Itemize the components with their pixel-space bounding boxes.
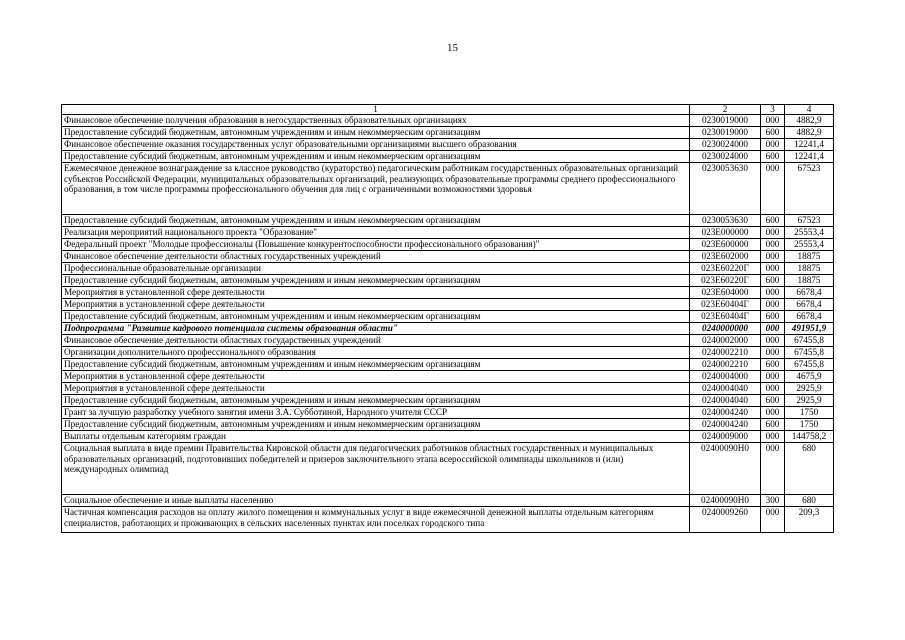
row-code-cell: 0230053630 [690, 215, 761, 227]
row-vid-cell: 600 [761, 359, 785, 371]
row-name-cell: Профессиональные образовательные организации [62, 263, 690, 275]
table-row [62, 371, 834, 383]
row-sum-cell: 4882,9 [785, 115, 834, 127]
row-name-cell: Мероприятия в установленной сфере деятельности [62, 287, 690, 299]
row-name-cell: Финансовое обеспечение деятельности областных государственных учреждений [62, 251, 690, 263]
row-code-cell: 0240009000 [690, 431, 761, 443]
table-row [62, 407, 834, 419]
row-name-cell: Предоставление субсидий бюджетным, автономным учреждениям и иным некоммерческим организациям [62, 275, 690, 287]
row-sum-cell: 144758,2 [785, 431, 834, 443]
row-name-cell: Финансовое обеспечение деятельности областных государственных учреждений [62, 335, 690, 347]
row-code-cell: 0240002210 [690, 347, 761, 359]
table-row [62, 251, 834, 263]
row-vid-cell: 600 [761, 275, 785, 287]
row-sum-cell: 680 [785, 443, 834, 495]
row-code-cell: 023E60220Г [690, 263, 761, 275]
row-sum-cell: 67455,8 [785, 335, 834, 347]
row-name-cell: Ежемесячное денежное вознаграждение за классное руководство (кураторство) педагогическим работникам государственных образовательных организаций субъектов Российской Федерации, муниципальных образовательных организаций, реализующих образовательные программы среднего профессионального образования, в том числе программы профессионального обучения для лиц с ограниченными возможностями здоровья [62, 163, 690, 215]
page-number: 15 [447, 42, 458, 54]
row-code-cell: 023E60404Г [690, 299, 761, 311]
row-code-cell: 0240000000 [690, 323, 761, 335]
header-col-1: 1 [62, 105, 690, 115]
table-row [62, 263, 834, 275]
row-name-cell: Предоставление субсидий бюджетным, автономным учреждениям и иным некоммерческим организациям [62, 215, 690, 227]
row-code-cell: 023E600000 [690, 239, 761, 251]
row-code-cell: 023E604000 [690, 287, 761, 299]
table-row [62, 287, 834, 299]
row-name-cell: Предоставление субсидий бюджетным, автономным учреждениям и иным некоммерческим организациям [62, 359, 690, 371]
row-sum-cell: 491951,9 [785, 323, 834, 335]
row-vid-cell: 000 [761, 335, 785, 347]
row-name-cell: Предоставление субсидий бюджетным, автономным учреждениям и иным некоммерческим организациям [62, 395, 690, 407]
row-vid-cell: 000 [761, 239, 785, 251]
row-sum-cell: 67455,8 [785, 359, 834, 371]
row-vid-cell: 000 [761, 347, 785, 359]
row-vid-cell: 000 [761, 383, 785, 395]
row-name-cell: Финансовое обеспечение получения образования в негосударственных образовательных организациях [62, 115, 690, 127]
table-row [62, 311, 834, 323]
row-code-cell: 023E60220Г [690, 275, 761, 287]
row-name-cell: Организации дополнительного профессионального образования [62, 347, 690, 359]
row-sum-cell: 680 [785, 495, 834, 507]
row-code-cell: 02400090Н0 [690, 443, 761, 495]
row-vid-cell: 000 [761, 115, 785, 127]
table-row [62, 163, 834, 215]
table-row [62, 115, 834, 127]
row-name-cell: Частичная компенсация расходов на оплату жилого помещения и коммунальных услуг в виде ежемесячной денежной выплаты отдельным категориям специалистов, работающих и проживающих в сельских населенных пунктах или поселках городского типа [62, 507, 690, 533]
table-row [62, 359, 834, 371]
row-name-cell: Мероприятия в установленной сфере деятельности [62, 371, 690, 383]
table-row [62, 495, 834, 507]
row-sum-cell: 4675,9 [785, 371, 834, 383]
row-sum-cell: 6678,4 [785, 311, 834, 323]
row-code-cell: 0240004240 [690, 407, 761, 419]
row-name-cell: Грант за лучшую разработку учебного занятия имени З.А. Субботиной, Народного учителя СССР [62, 407, 690, 419]
row-sum-cell: 12241,4 [785, 151, 834, 163]
table-row [62, 215, 834, 227]
row-code-cell: 0240002210 [690, 359, 761, 371]
row-code-cell: 0240004040 [690, 395, 761, 407]
row-vid-cell: 000 [761, 431, 785, 443]
row-name-cell: Федеральный проект "Молодые профессионалы (Повышение конкурентоспособности профессионального образования)" [62, 239, 690, 251]
table-row [62, 335, 834, 347]
row-sum-cell: 25553,4 [785, 239, 834, 251]
row-code-cell: 0230019000 [690, 127, 761, 139]
row-sum-cell: 4882,9 [785, 127, 834, 139]
row-name-cell: Подпрограмма "Развитие кадрового потенциала системы образования области" [62, 323, 690, 335]
row-sum-cell: 18875 [785, 263, 834, 275]
row-code-cell: 023E000000 [690, 227, 761, 239]
row-name-cell: Социальное обеспечение и иные выплаты населению [62, 495, 690, 507]
table-row [62, 227, 834, 239]
row-name-cell: Мероприятия в установленной сфере деятельности [62, 383, 690, 395]
row-sum-cell: 25553,4 [785, 227, 834, 239]
row-vid-cell: 000 [761, 323, 785, 335]
table-row [62, 299, 834, 311]
row-code-cell: 0230053630 [690, 163, 761, 215]
header-col-3: 3 [761, 105, 785, 115]
row-name-cell: Мероприятия в установленной сфере деятельности [62, 299, 690, 311]
row-vid-cell: 000 [761, 263, 785, 275]
row-sum-cell: 67523 [785, 163, 834, 215]
table-row [62, 431, 834, 443]
row-vid-cell: 000 [761, 139, 785, 151]
row-code-cell: 0240009260 [690, 507, 761, 533]
row-code-cell: 023E60404Г [690, 311, 761, 323]
row-sum-cell: 6678,4 [785, 299, 834, 311]
row-vid-cell: 000 [761, 227, 785, 239]
budget-table [61, 104, 834, 533]
row-vid-cell: 600 [761, 419, 785, 431]
table-row [62, 151, 834, 163]
row-sum-cell: 1750 [785, 407, 834, 419]
table-row [62, 443, 834, 495]
row-vid-cell: 000 [761, 251, 785, 263]
row-vid-cell: 600 [761, 395, 785, 407]
table-row [62, 347, 834, 359]
table-row [62, 139, 834, 151]
table-row [62, 275, 834, 287]
header-col-4: 4 [785, 105, 834, 115]
table-row [62, 507, 834, 533]
row-vid-cell: 600 [761, 151, 785, 163]
row-vid-cell: 300 [761, 495, 785, 507]
table-row [62, 395, 834, 407]
row-sum-cell: 2925,9 [785, 383, 834, 395]
row-code-cell: 0230024000 [690, 151, 761, 163]
table-row [62, 383, 834, 395]
row-name-cell: Предоставление субсидий бюджетным, автономным учреждениям и иным некоммерческим организациям [62, 311, 690, 323]
row-name-cell: Предоставление субсидий бюджетным, автономным учреждениям и иным некоммерческим организациям [62, 419, 690, 431]
header-col-2: 2 [690, 105, 761, 115]
row-name-cell: Предоставление субсидий бюджетным, автономным учреждениям и иным некоммерческим организациям [62, 127, 690, 139]
row-vid-cell: 600 [761, 311, 785, 323]
row-sum-cell: 67455,8 [785, 347, 834, 359]
row-vid-cell: 000 [761, 407, 785, 419]
table-row [62, 323, 834, 335]
table-row [62, 239, 834, 251]
row-vid-cell: 600 [761, 215, 785, 227]
row-sum-cell: 67523 [785, 215, 834, 227]
row-code-cell: 0240004040 [690, 383, 761, 395]
row-vid-cell: 000 [761, 371, 785, 383]
row-sum-cell: 18875 [785, 251, 834, 263]
row-sum-cell: 6678,4 [785, 287, 834, 299]
row-vid-cell: 000 [761, 507, 785, 533]
row-name-cell: Выплаты отдельным категориям граждан [62, 431, 690, 443]
row-sum-cell: 12241,4 [785, 139, 834, 151]
row-vid-cell: 000 [761, 299, 785, 311]
row-vid-cell: 000 [761, 443, 785, 495]
row-vid-cell: 000 [761, 163, 785, 215]
row-sum-cell: 209,3 [785, 507, 834, 533]
row-sum-cell: 1750 [785, 419, 834, 431]
row-name-cell: Финансовое обеспечение оказания государственных услуг образовательными организациями высшего образования [62, 139, 690, 151]
table-header-row [62, 105, 834, 115]
row-code-cell: 0230019000 [690, 115, 761, 127]
row-sum-cell: 18875 [785, 275, 834, 287]
table-row [62, 419, 834, 431]
row-sum-cell: 2925,9 [785, 395, 834, 407]
row-code-cell: 0240002000 [690, 335, 761, 347]
row-code-cell: 02400090Н0 [690, 495, 761, 507]
row-vid-cell: 000 [761, 287, 785, 299]
row-name-cell: Предоставление субсидий бюджетным, автономным учреждениям и иным некоммерческим организациям [62, 151, 690, 163]
row-vid-cell: 600 [761, 127, 785, 139]
table-row [62, 127, 834, 139]
row-code-cell: 0230024000 [690, 139, 761, 151]
row-code-cell: 0240004240 [690, 419, 761, 431]
row-code-cell: 023E602000 [690, 251, 761, 263]
row-name-cell: Социальная выплата в виде премии Правительства Кировской области для педагогических работников областных государственных и муниципальных образовательных организаций, подготовивших победителей и призеров заключительного этапа всероссийской олимпиады школьников и (или) международных олимпиад [62, 443, 690, 495]
row-name-cell: Реализация мероприятий национального проекта "Образование" [62, 227, 690, 239]
row-code-cell: 0240004000 [690, 371, 761, 383]
